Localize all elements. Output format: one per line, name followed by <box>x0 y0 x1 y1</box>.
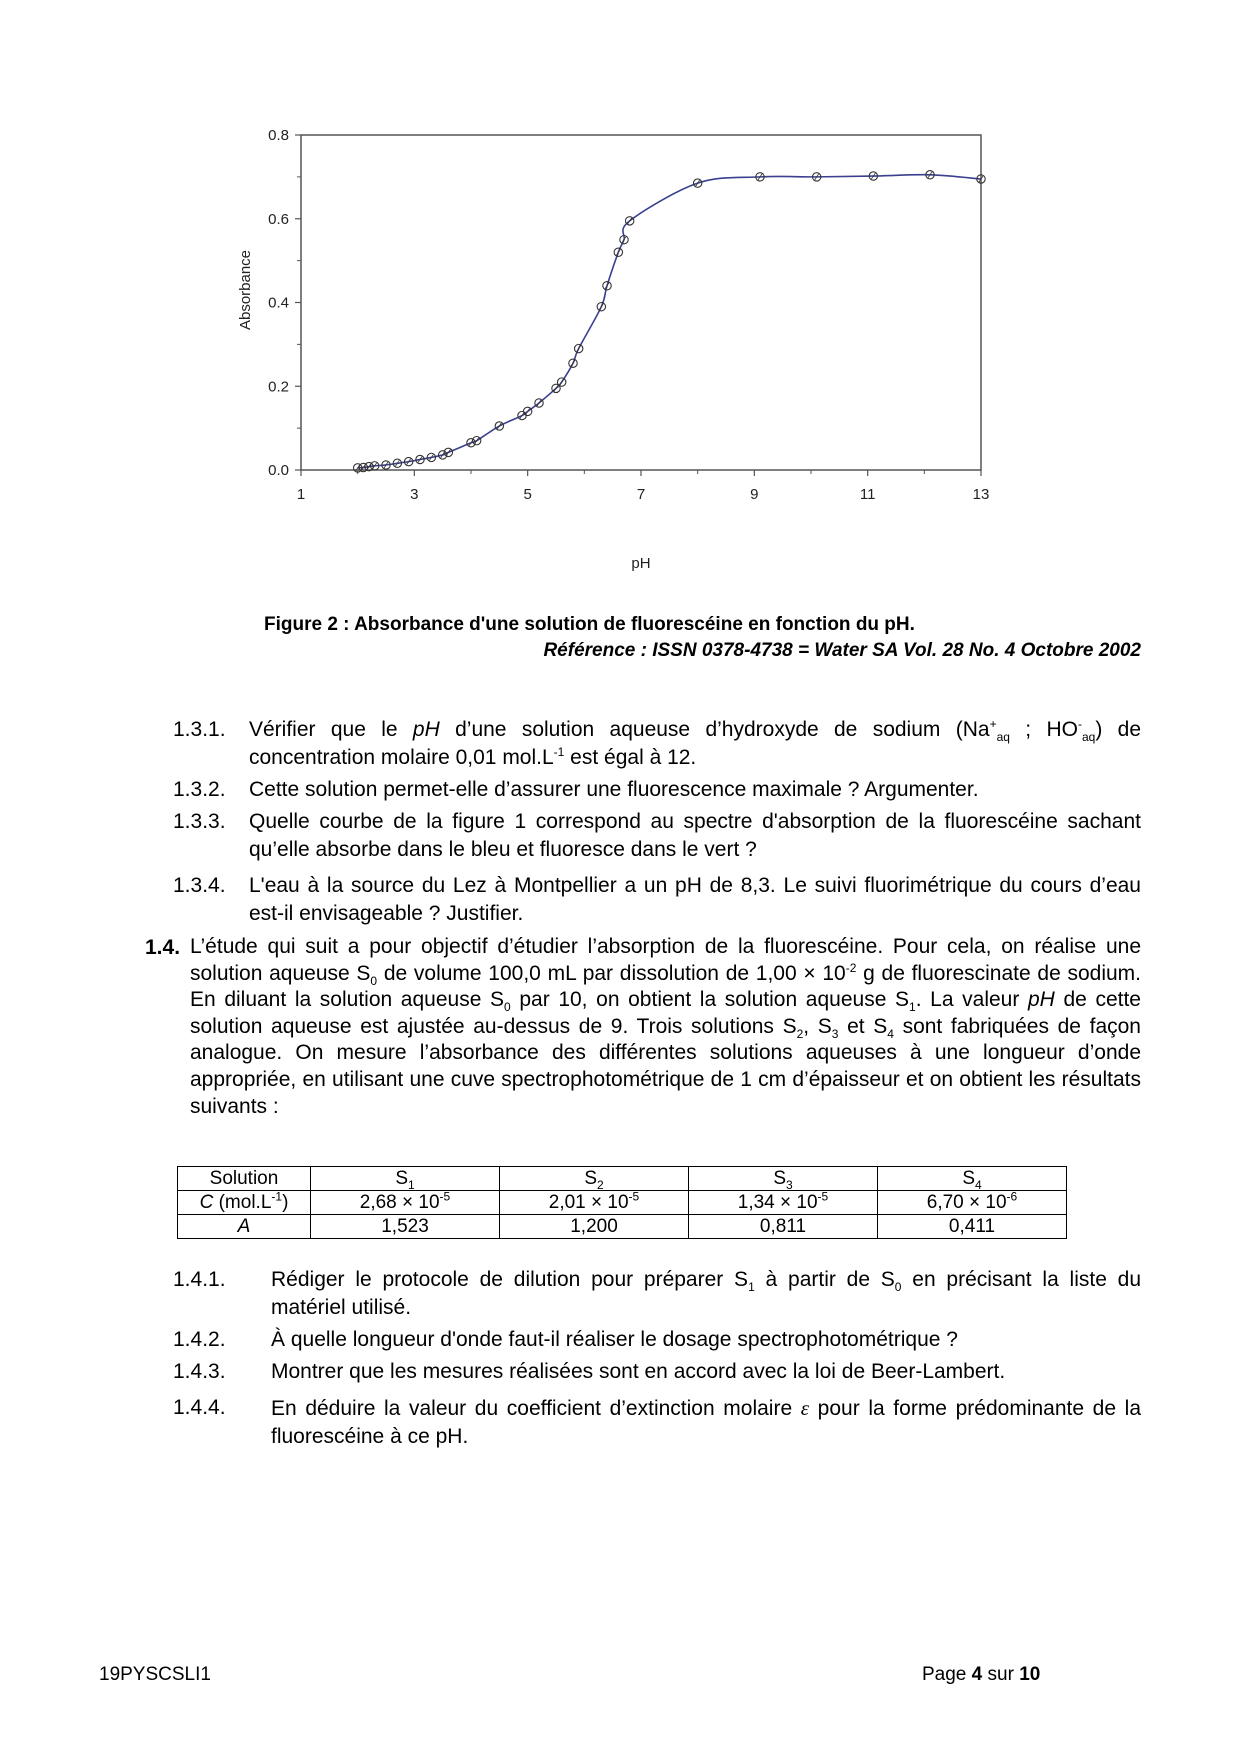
x-tick-label: 7 <box>636 486 646 503</box>
table-cell: $2,01 \times 10^{-5}$ <box>500 1191 689 1215</box>
table-row <box>178 1167 1067 1191</box>
plot-frame <box>301 135 981 470</box>
table-cell: $6,70 \times 10^{-6}$ <box>878 1191 1067 1215</box>
question-number: 1.4. <box>145 936 181 959</box>
table-row-label: A <box>178 1215 311 1239</box>
question-1-4-2 <box>173 1326 1141 1354</box>
question-text: Montrer que les mesures réalisées sont en accord avec la loi de Beer-Lambert. <box>271 1360 1006 1383</box>
y-tick-label: 0.2 <box>268 378 289 396</box>
x-tick-label: 1 <box>296 486 306 503</box>
question-text: À quelle longueur d'onde faut-il réaliser le dosage spectrophotométrique ? <box>271 1328 958 1351</box>
document-code: 19PYSCSLI1 <box>99 1664 211 1685</box>
table-cell: $2,68 \times 10^{-5}$ <box>311 1191 500 1215</box>
question-1-3-2 <box>173 776 1141 804</box>
table-row <box>178 1191 1067 1215</box>
question-number: 1.4.3. <box>173 1360 226 1383</box>
table-header-cell: $S_3$ <box>689 1167 878 1191</box>
data-point-marker <box>577 346 581 352</box>
question-number: 1.3.4. <box>173 874 226 897</box>
question-number: 1.3.2. <box>173 778 226 801</box>
table-cell: 0,411 <box>878 1215 1067 1239</box>
data-point-marker <box>554 385 558 391</box>
question-1-3-1 <box>173 716 1141 772</box>
data-point-marker <box>526 408 530 414</box>
page-number: Page 4 sur 10 <box>922 1664 1041 1685</box>
series-line <box>358 175 981 468</box>
question-text: L’étude qui suit a pour objectif d’étudier l’absorption de la fluorescéine. Pour cela, on réalise une solution aqueuse $S_0$ de volume 100,0 mL par dissolution de $1,00 \times 10^{-2}$ g de fluorescinate de sodium. En diluant la solution aqueuse $S_0$ par 10, on obtient la solution aqueuse $S_1$. La valeur pH de cette solution aqueuse est ajustée au-dessus de 9. Trois solutions $S_2$, $S_3$ et $S_4$ sont fabriquées de façon analogue. On mesure l’absorbance des différentes solutions aqueuses à une longueur d’onde appropriée, en utilisant une cuve spectrophotométrique de 1 cm d’épaisseur et on obtient les résultats suivants : <box>190 935 1141 1118</box>
data-point-marker <box>599 304 603 310</box>
y-tick-label: 0.8 <box>268 127 289 144</box>
x-axis-label: pH <box>631 555 651 572</box>
question-1-4-3 <box>173 1358 1141 1386</box>
question-number: 1.3.3. <box>173 810 226 833</box>
question-text: Vérifier que le pH d’une solution aqueuse d’hydroxyde de sodium ($Na^+_{aq}$ ; $HO^-_{aq}$) de concentration molaire 0,01 $mol.L^{-1}$ est égal à 12. <box>249 717 1142 769</box>
table-row <box>178 1215 1067 1239</box>
question-1-3-3 <box>173 808 1141 864</box>
table-cell: 0,811 <box>689 1215 878 1239</box>
question-1-3-4 <box>173 872 1141 928</box>
question-text: L'eau à la source du Lez à Montpellier a un pH de 8,3. Le suivi fluorimétrique du cours d’eau est-il envisageable ? Justifier. <box>249 874 1141 925</box>
table-header-cell: $S_4$ <box>878 1167 1067 1191</box>
absorbance-chart <box>220 120 1010 580</box>
x-tick-label: 11 <box>859 486 876 503</box>
figure-reference: Référence : ISSN 0378-4738 = Water SA Vol. 28 No. 4 Octobre 2002 <box>543 640 1141 661</box>
question-number: 1.4.1. <box>173 1268 226 1291</box>
results-table <box>177 1166 1067 1239</box>
question-1-4-1 <box>173 1266 1141 1322</box>
question-text: En déduire la valeur du coefficient d’extinction molaire ε pour la forme prédominante de la fluorescéine à ce pH. <box>271 1396 1141 1448</box>
question-number: 1.3.1. <box>173 718 226 741</box>
table-cell: 1,200 <box>500 1215 689 1239</box>
question-1-4 <box>145 934 1141 1134</box>
x-tick-label: 9 <box>750 486 759 503</box>
question-text: Quelle courbe de la figure 1 correspond au spectre d'absorption de la fluorescéine sachant qu’elle absorbe dans le bleu et fluoresce dans le vert ? <box>249 810 1141 861</box>
y-tick-label: 0.0 <box>268 462 289 479</box>
chart-curve <box>358 175 981 468</box>
y-tick-label: 0.6 <box>268 210 289 228</box>
chart-points <box>353 171 985 473</box>
question-number: 1.4.4. <box>173 1396 226 1419</box>
x-tick-label: 13 <box>972 486 990 503</box>
table-header-cell: Solution <box>178 1167 311 1191</box>
question-1-4-4 <box>173 1394 1141 1450</box>
table-row-label: C $(mol.L^{-1})$ <box>178 1191 311 1215</box>
data-point-marker <box>537 400 541 406</box>
chart-axes <box>268 127 989 503</box>
table-cell: 1,523 <box>311 1215 500 1239</box>
data-point-marker <box>628 218 632 224</box>
table-cell: $1,34 \times 10^{-5}$ <box>689 1191 878 1215</box>
table-header-cell: $S_1$ <box>311 1167 500 1191</box>
data-point-marker <box>560 379 564 385</box>
question-text: Cette solution permet-elle d’assurer une fluorescence maximale ? Argumenter. <box>249 778 979 801</box>
figure-caption: Figure 2 : Absorbance d'une solution de fluorescéine en fonction du pH. <box>264 614 915 635</box>
y-tick-label: 0.4 <box>268 294 289 312</box>
data-point-marker <box>571 360 575 366</box>
y-axis-label: Absorbance <box>237 249 254 331</box>
x-tick-label: 5 <box>523 486 532 503</box>
x-tick-label: 3 <box>410 486 419 503</box>
question-number: 1.4.2. <box>173 1328 226 1351</box>
question-text: Rédiger le protocole de dilution pour préparer $S_1$ à partir de $S_0$ en précisant la liste du matériel utilisé. <box>271 1268 1142 1319</box>
table-header-cell: $S_2$ <box>500 1167 689 1191</box>
